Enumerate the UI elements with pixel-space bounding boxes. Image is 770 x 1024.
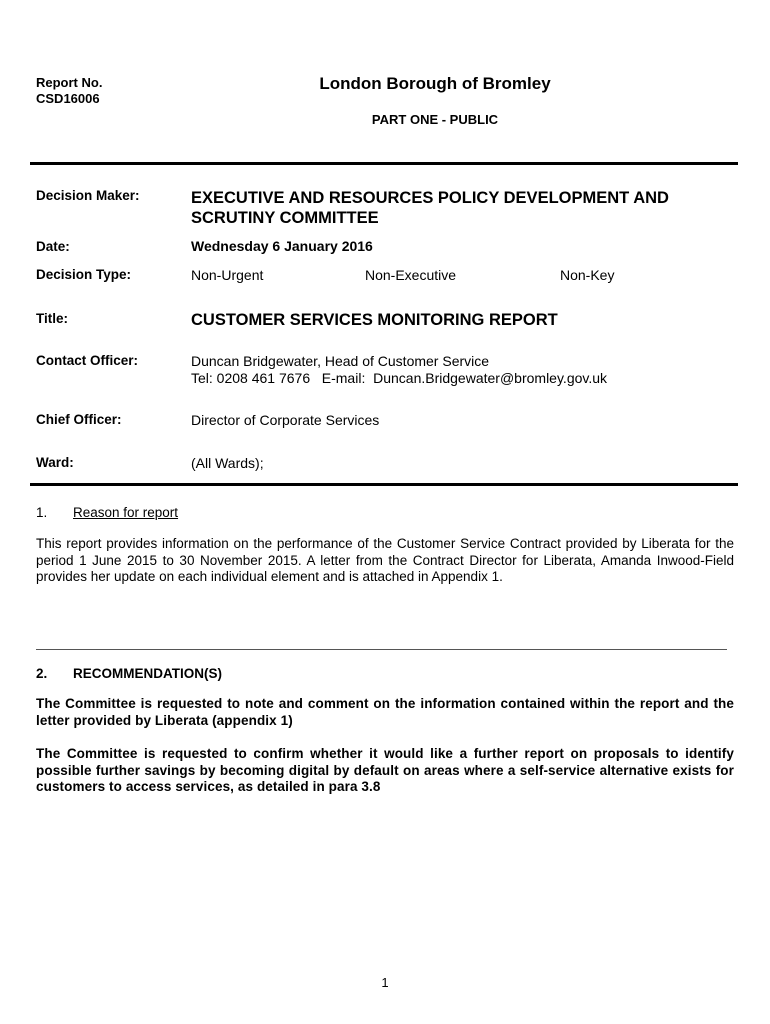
ward-value: (All Wards); — [191, 455, 264, 471]
decision-type-label: Decision Type: — [36, 267, 132, 282]
organisation-title: London Borough of Bromley — [319, 74, 551, 93]
section1-body: This report provides information on the performance of the Customer Service Contract provided by Liberata for the period 1 June 2015 to 30 November 2015. A letter from the Contract Director for Liberata, Amanda Inwood-Field provides her update on each individual element and is attached in Appendix 1. — [36, 536, 734, 584]
section1-number: 1. — [36, 505, 48, 520]
chief-officer-label: Chief Officer: — [36, 412, 122, 427]
chief-officer-value: Director of Corporate Services — [191, 412, 380, 428]
decision-maker-value: EXECUTIVE AND RESOURCES POLICY DEVELOPMENT AND SCRUTINY COMMITTEE — [191, 189, 669, 227]
section2-number: 2. — [36, 666, 48, 681]
report-title: CUSTOMER SERVICES MONITORING REPORT — [191, 311, 558, 329]
section2-heading: RECOMMENDATION(S) — [73, 666, 222, 681]
title-label: Title: — [36, 311, 69, 326]
recommendation-1: The Committee is requested to note and comment on the information contained within the report and the letter provided by Liberata (appendix 1) — [36, 696, 734, 728]
report-no-label: Report No. — [36, 75, 103, 90]
contact-officer-name: Duncan Bridgewater, Head of Customer Service — [191, 353, 490, 369]
decision-maker-label: Decision Maker: — [36, 188, 140, 203]
part-heading: PART ONE - PUBLIC — [371, 112, 499, 127]
recommendation-2: The Committee is requested to confirm whether it would like a further report on proposals to identify possible further savings by becoming digital by default on areas where a self-service alternative exists for customers to access services, as detailed in para 3.8 — [36, 746, 734, 794]
decision-type-executive: Non-Executive — [365, 267, 457, 283]
date-label: Date: — [36, 239, 70, 254]
contact-officer-contact: Tel: 0208 461 7676 E-mail: Duncan.Bridgewater@bromley.gov.uk — [191, 370, 608, 386]
header-divider — [30, 162, 738, 165]
page-number: 1 — [381, 975, 389, 990]
section-separator — [36, 649, 727, 650]
decision-type-key: Non-Key — [560, 267, 615, 283]
ward-label: Ward: — [36, 455, 74, 470]
decision-type-urgency: Non-Urgent — [191, 267, 264, 283]
section1-heading: Reason for report — [73, 505, 179, 520]
contact-officer-label: Contact Officer: — [36, 353, 139, 368]
details-divider — [30, 483, 738, 486]
date-value: Wednesday 6 January 2016 — [191, 238, 373, 254]
report-no-value: CSD16006 — [36, 91, 100, 106]
